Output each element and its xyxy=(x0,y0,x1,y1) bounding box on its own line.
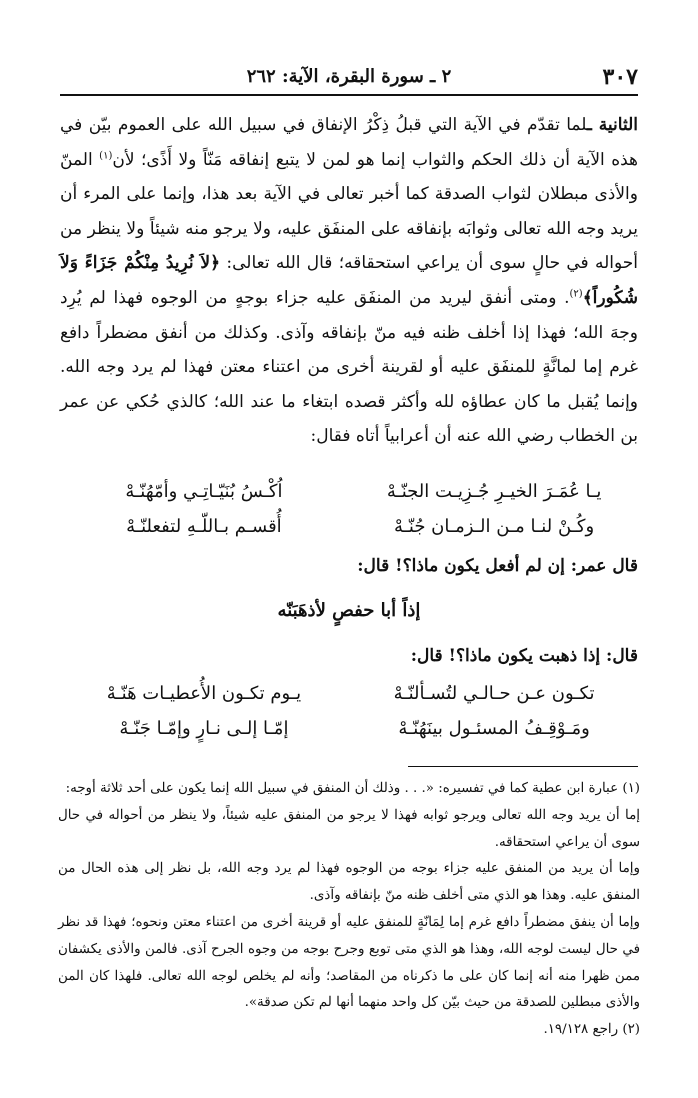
poem-verse xyxy=(60,509,638,544)
footnote: إما أن يريد وجه الله تعالى ويرجو ثوابه فهذا لا يرجو من المنفق عليه شيئاً، ولا ينظر من أحواله في حال سوى أن يراعي استحقاقه. xyxy=(58,807,640,850)
verse-first-half: ومَـوْقِـفُ المسئـول بينَهُنّـهْ xyxy=(398,718,590,739)
section-lead: الثانية ـ xyxy=(586,115,638,135)
page-number: ٣٠٧ xyxy=(602,64,638,90)
footnote: (١) عبارة ابن عطية كما في تفسيره: «. . . وذلك أن المنفق في سبيل الله إنما يكون على أحد ثلاثة أوجه: xyxy=(65,781,640,796)
footnote: وإما أن ينفق مضطراً دافع غرم إما لِمَانّةٍ للمنفق عليه أو قرينة أخرى من اعتناء معتن ونحوه؛ فهذا قد نظر في حال ليست لوجه الله، وهذا هو الذي متى توبع وجرح بوجه من وجوه الجرح آذى. فالمن والأذى يكشفان ممن ظهرا منه أنه إنما كان على ما ذكرناه من المقاصد؛ وأنه لم يخلص لوجه الله تعالى. فلهذا كان المن والأذى مبطلين للصدقة من حيث بيّن كل واحد منهما أنها لم تكن صدقة». xyxy=(58,914,640,1011)
footnote: (٢) راجع ١٩/١٢٨. xyxy=(543,1022,640,1038)
paragraph-text: المنّ والأذى مبطلان لثواب الصدقة كما أخبر تعالى في الآية بعد هذا، وإنما على المرء أن يريد وجه الله تعالى وثوابَه بإنفاقه على المنفَق عليه، ولا يرجو منه شيئاً ولا ينظر من أحواله في حالٍ سوى أن يراعي استحقاقه؛ قال الله تعالى: xyxy=(60,149,638,274)
verse-first-half: تكـون عـن حـالـي لتُسـألنّـهْ xyxy=(393,683,595,704)
dialogue-line: قال عمر: إن لم أفعل يكون ماذا؟! قال: xyxy=(357,556,638,576)
poem-first xyxy=(60,474,638,544)
paragraph-text: . ومتى أنفق ليريد من المنفَق عليه جزاء بوجهٍ من الوجوه فهذا لم يُرِد وجهَ الله؛ فهذا إذا أخلف ظنه فيه منّ بإنفاقه وآذى. وكذلك من أنفق مضطراً دافع غرم إما لمانَّةٍ للمنفَق عليه أو لقرينة أخرى من اعتناء معتن فهذا لم يرد وجه الله. وإنما يُقبل ما كان عطاؤه لله وأكثر قصده ابتغاء ما عند الله؛ كالذي حُكي عن عمر بن الخطاب رضي الله عنه أن أعرابياً أتاه فقال: xyxy=(60,287,638,447)
footnotes xyxy=(58,776,640,1044)
footnote-rule xyxy=(408,766,638,767)
dialogue-line: قال: إذا ذهبت يكون ماذا؟! قال: xyxy=(410,646,638,666)
poem-second xyxy=(60,676,638,746)
dialogue-verse: إذاً أبا حفصٍ لأذهَبَنّه xyxy=(277,600,421,621)
page-header xyxy=(60,62,638,98)
main-text xyxy=(60,108,638,454)
poem-verse xyxy=(60,474,638,509)
poem-verse xyxy=(60,676,638,711)
header-rule xyxy=(60,94,638,96)
running-title: ٢ ـ سورة البقرة، الآية: ٢٦٢ xyxy=(246,66,452,87)
verse-second-half: أُقسـم بـاللّـهِ لتفعلنّـهْ xyxy=(126,516,282,537)
verse-first-half: يـا عُمَـرَ الخيـرِ جُـزِيـت الجنّـهْ xyxy=(386,481,602,502)
paragraph-text: لما تقدّم في الآية التي قبلُ ذِكْرُ الإنفاق في سبيل الله على العموم بيّن في هذه الآية أن ذلك الحكم والثواب إنما هو لمن لا يتبع إنفاقه مَنّاً ولا أَذًى؛ لأن xyxy=(60,115,638,170)
verse-second-half: إمّـا إلـى نـارٍ وإمّـا جَنّـهْ xyxy=(119,718,289,739)
footnote: وإما أن يريد من المنفق عليه جزاء بوجه من الوجوه فهذا لم يرد وجه الله، بل نظر إلى هذه الحال من المنفق عليه. وهذا هو الذي متى أخلف ظنه منّ بإنفاقه وآذى. xyxy=(58,861,640,904)
verse-second-half: اُكْـسُ بُنَيّـاتِـي وأمّهُنّـهْ xyxy=(125,481,283,502)
poem-verse xyxy=(60,711,638,746)
quran-verse: ﴿لاَ نُرِيدُ مِنْكُمْ جَزَاءً وَلاَ شُكُوراً﴾ xyxy=(60,253,638,308)
footnote-ref: (٢) xyxy=(569,288,583,300)
paragraph xyxy=(60,108,638,454)
verse-second-half: يـوم تكـون الأُعطيـات هَنّـهْ xyxy=(106,683,302,704)
footnote-ref: (١) xyxy=(99,149,113,161)
verse-first-half: وكُـنْ لنـا مـن الـزمـان جُنّـهْ xyxy=(393,516,595,537)
